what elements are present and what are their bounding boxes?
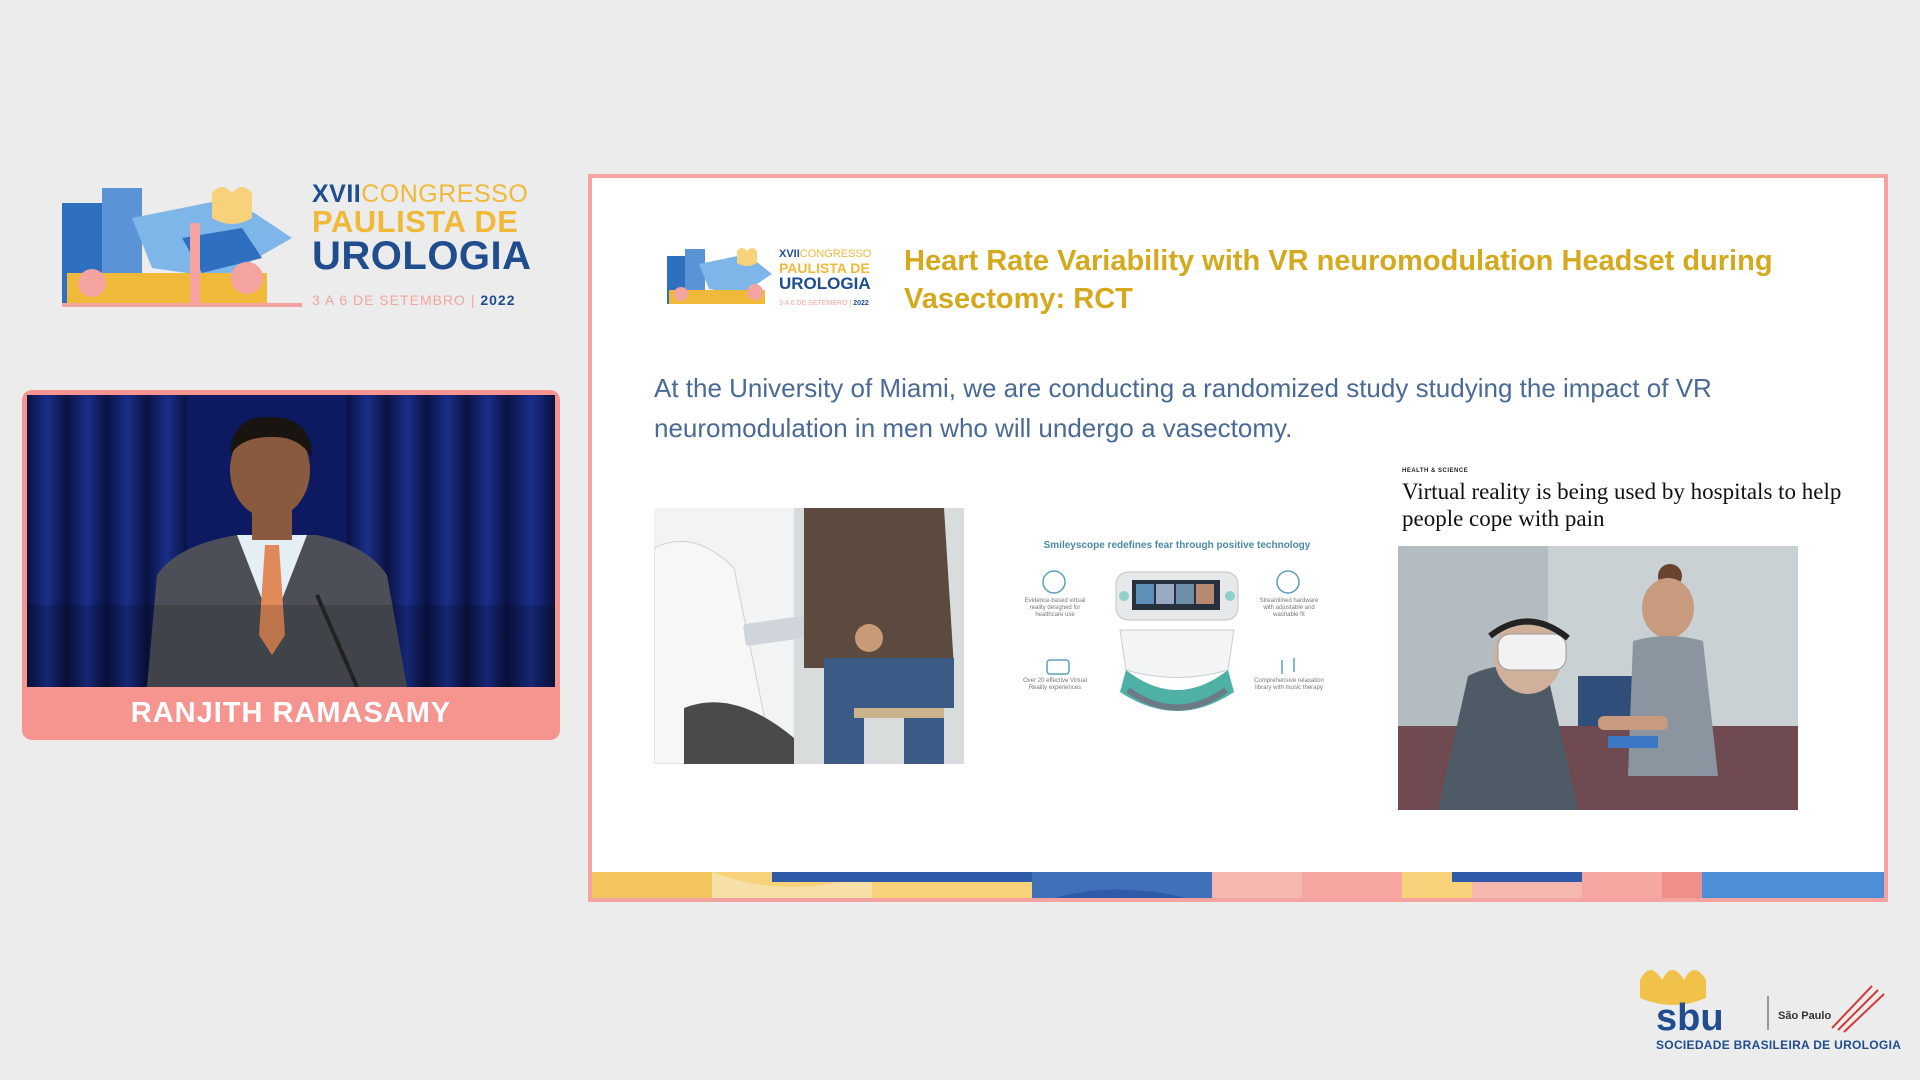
congress-date-range: 3 A 6 DE SETEMBRO	[312, 292, 466, 308]
doctor-patient-photo	[654, 508, 964, 764]
slide-logo-dates: 3 A 6 DE SETEMBRO | 2022	[779, 300, 869, 307]
news-kicker: HEALTH & SCIENCE	[1402, 468, 1469, 474]
slide-logo-roman: XVII	[779, 248, 800, 260]
sbu-caption: SOCIEDADE BRASILEIRA DE UROLOGIA	[1656, 1038, 1902, 1052]
slide-body-text: At the University of Miami, we are conducting a randomized study studying the impact of VR neuromodulation in men who will undergo a vasectomy.	[654, 373, 1712, 443]
smileyscope-graphic	[1023, 540, 1324, 740]
news-headline: Virtual reality is being used by hospitals to help people cope with pain	[1402, 479, 1842, 531]
congress-dates: 3 A 6 DE SETEMBRO | 2022	[312, 292, 516, 308]
presentation-slide	[588, 174, 1888, 902]
slide-skyline-icon	[667, 244, 777, 309]
smileyscope-label-bl: Over 20 effective Virtual Reality experiences	[1023, 678, 1087, 691]
slide-logo-line1	[779, 248, 871, 260]
svg-text:sbu: sbu	[1656, 997, 1724, 1038]
slide-logo-line2: PAULISTA DE	[779, 260, 870, 276]
smileyscope-label-br: Comprehensive relaxation library with music therapy	[1254, 678, 1324, 691]
slide-congress-logo	[667, 244, 877, 314]
slide-logo-date-range: 3 A 6 DE SETEMBRO	[779, 300, 848, 307]
slide-logo-year: 2022	[853, 300, 869, 307]
congress-title-line3: UROLOGIA	[312, 234, 532, 278]
congress-skyline-icon	[62, 178, 302, 313]
vr-patient-photo	[1398, 546, 1798, 810]
smileyscope-label-tl: Evidence-based virtual reality designed for healthcare use	[1024, 598, 1086, 618]
doctor-patient-image	[654, 508, 964, 764]
smileyscope-label-tr: Streamlined hardware with adjustable and washable fit	[1259, 598, 1319, 618]
speaker-video[interactable]	[27, 395, 555, 687]
congress-logo	[62, 178, 532, 313]
congress-roman: XVII	[312, 180, 362, 208]
speaker-name: RANJITH RAMASAMY	[130, 697, 452, 729]
congress-year: 2022	[480, 292, 516, 308]
slide-logo-word: CONGRESSO	[799, 248, 872, 260]
sbu-emblem-icon	[1632, 968, 1892, 1038]
sbu-logo	[1632, 968, 1902, 1060]
congress-word: CONGRESSO	[361, 180, 529, 208]
slide-title: Heart Rate Variability with VR neuromodulation Headset during Vasectomy: RCT	[904, 245, 1773, 315]
slide-logo-line3: UROLOGIA	[779, 274, 871, 293]
slide-footer-band	[592, 872, 1884, 902]
vr-headset-icon	[1032, 540, 1322, 740]
sbu-region-label: São Paulo	[1778, 1010, 1832, 1022]
smileyscope-heading: Smileyscope redefines fear through positive technology	[1043, 540, 1311, 551]
speaker-panel	[22, 390, 560, 740]
speaker-video-frame	[27, 395, 555, 687]
vr-patient-image	[1398, 546, 1798, 810]
congress-title-line2: PAULISTA DE	[312, 204, 519, 239]
